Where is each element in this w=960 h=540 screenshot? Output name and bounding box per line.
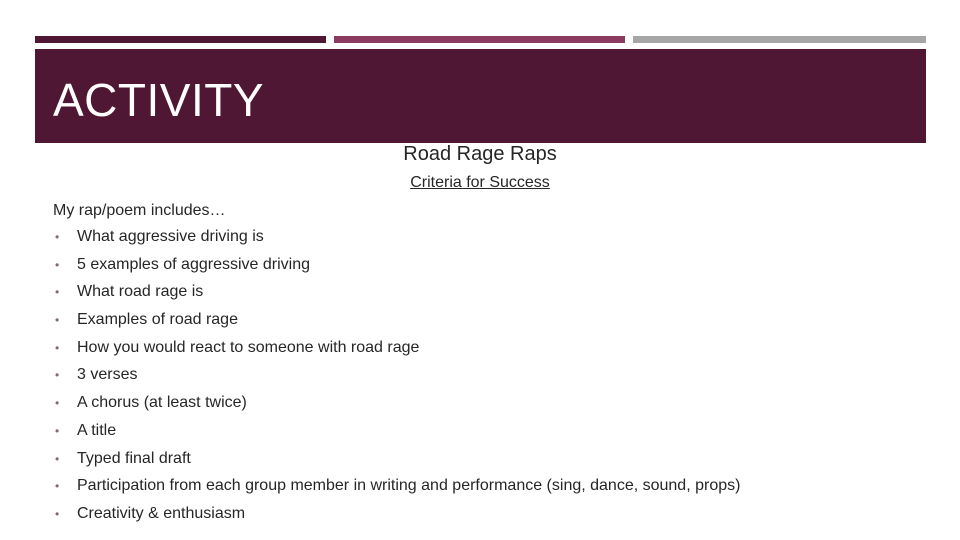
accent-bar-dark <box>35 36 326 43</box>
criteria-text: Typed final draft <box>77 449 191 467</box>
criteria-text: What aggressive driving is <box>77 228 264 245</box>
bullet-icon: • <box>55 451 60 466</box>
criteria-text: How you would react to someone with road rage <box>77 338 420 356</box>
bullet-icon: • <box>55 285 60 300</box>
activity-heading: Road Rage Raps <box>403 143 557 165</box>
accent-bar-gray <box>633 36 926 43</box>
bullet-icon: • <box>55 257 60 272</box>
criteria-text: What road rage is <box>77 283 204 301</box>
slide-title: ACTIVITY <box>53 74 265 126</box>
criteria-text: 5 examples of aggressive driving <box>77 255 311 273</box>
bullet-icon: • <box>55 423 60 438</box>
bullet-icon: • <box>55 340 60 355</box>
criteria-text: A chorus (at least twice) <box>77 394 247 412</box>
intro-text: My rap/poem includes… <box>53 202 226 219</box>
bullet-icon: • <box>55 368 60 383</box>
criteria-subheading: Criteria for Success <box>410 174 550 191</box>
criteria-text: A title <box>77 421 117 439</box>
accent-bar-medium <box>334 36 625 43</box>
bullet-icon: • <box>55 230 60 244</box>
title-band <box>35 49 926 143</box>
bullet-icon: • <box>55 506 60 521</box>
bullet-icon: • <box>55 313 60 328</box>
criteria-text: Participation from each group member in writing and performance (sing, dance, sound, props) <box>77 477 741 495</box>
bullet-icon: • <box>55 396 60 411</box>
criteria-text: 3 verses <box>77 366 138 384</box>
criteria-text: Creativity & enthusiasm <box>77 504 246 522</box>
bullet-icon: • <box>55 479 60 494</box>
criteria-text: Examples of road rage <box>77 311 238 329</box>
